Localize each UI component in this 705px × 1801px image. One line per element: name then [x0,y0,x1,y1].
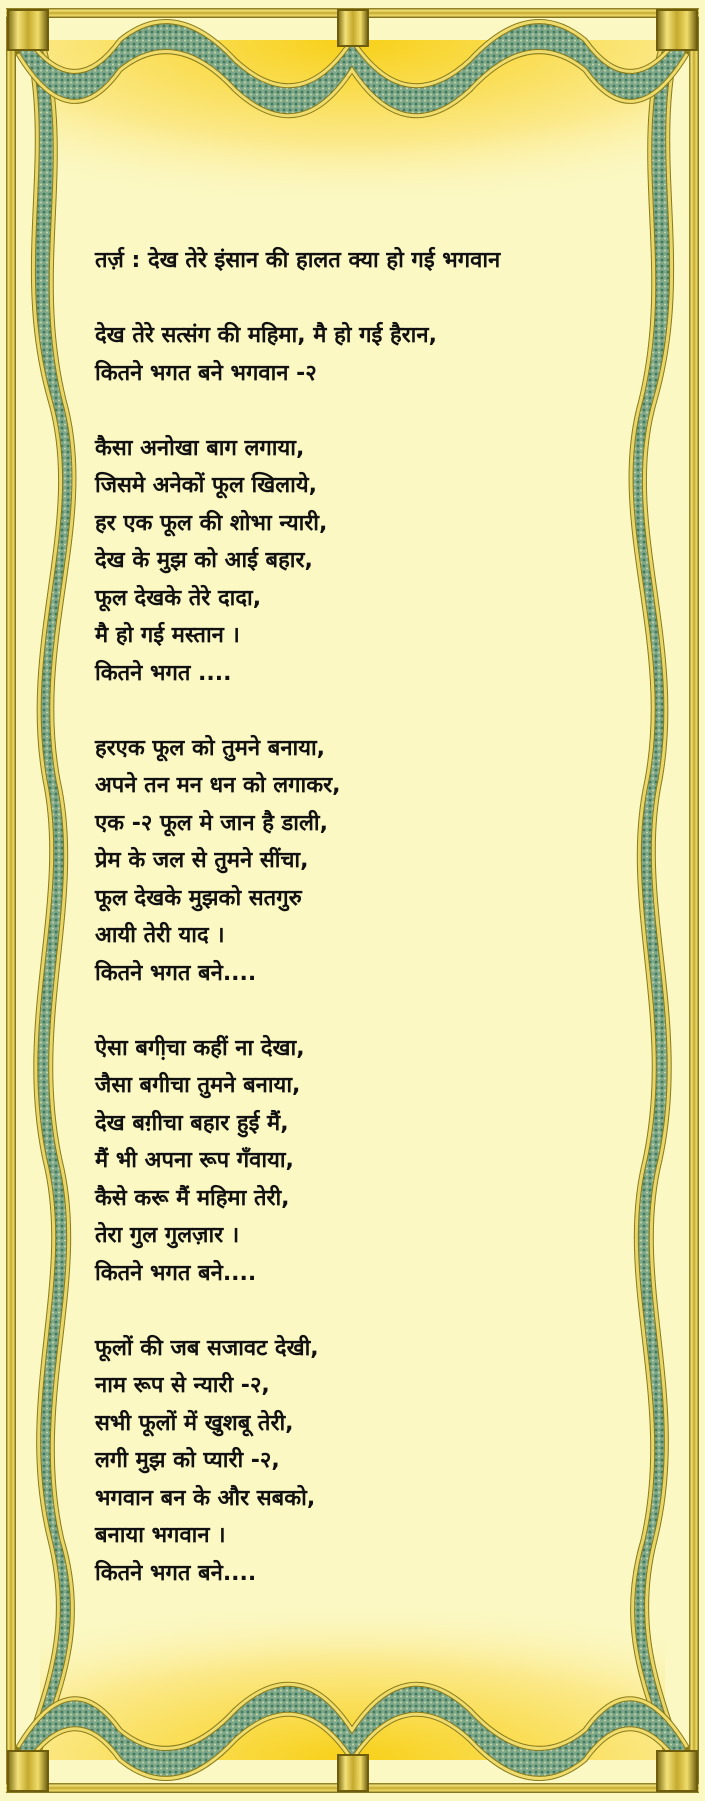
stanza-gap [95,280,655,318]
verse-line: एक -२ फूल मे जान है डाली, [95,810,328,836]
stanza-1 [95,317,655,392]
stanza-gap [95,692,655,730]
stanza-3 [95,730,655,993]
verse-line: नाम रूप से न्यारी -२, [95,1373,270,1398]
verse-line: कितने भगत बने.... [95,1260,257,1286]
verse-line: सभी फूलों में खुशबू तेरी, [95,1410,294,1436]
verse-line: कितने भगत बने.... [95,960,257,986]
verse-line: कितने भगत .... [95,660,232,686]
bhajan-text [95,242,655,1592]
tarz-line: तर्ज़ : देख तेरे इंसान की हालत क्या हो गई भगवान [95,248,501,273]
verse-line: ऐसा बगी़चा कहीं ना देखा, [95,1035,305,1061]
verse-line: हर एक फूल की शोभा न्यारी, [95,510,328,536]
verse-line: फूल देखके मुझको सतगुरु [95,885,302,911]
verse-line: जैसा बगीचा तुमने बनाया, [95,1073,301,1098]
verse-line: देख के मुझ को आई बहार, [95,548,313,573]
verse-line: आयी तेरी याद । [95,923,225,948]
verse-line: हरएक फूल को तुमने बनाया, [95,735,326,761]
outer-right-bar [689,8,699,1793]
verse-line: प्रेम के जल से तुमने सींचा, [95,848,309,873]
verse-line: अपने तन मन धन को लगाकर, [95,773,341,798]
verse-line: कितने भगत बने.... [95,1560,257,1586]
verse-line: जिसमे अनेकों फूल खिलाये, [95,473,317,498]
outer-left-bar [6,8,16,1793]
stanza-gap [95,392,655,430]
verse-line: फूलों की जब सजावट देखी, [95,1335,319,1361]
verse-line: कितने भगत बने भगवान -२ [95,360,317,386]
stanza-gap [95,1292,655,1330]
verse-line: मै हो गई मस्तान । [95,623,240,648]
verse-line: कैसा अनोखा बाग लगाया, [95,435,305,461]
verse-line: कैसे करू मैं महिमा तेरी, [95,1185,290,1211]
left-wavy-border [22,20,74,1785]
verse-line: मैं भी अपना रूप गँवाया, [95,1148,294,1173]
verse-line: देख बग़ीचा बहार हुई मैं, [95,1110,289,1136]
stanza-gap [95,992,655,1030]
verse-line: देख तेरे सत्संग की महिमा, मै हो गई हैरान, [95,323,437,348]
stanza-2 [95,430,655,693]
verse-line: फूल देखके तेरे दादा, [95,585,262,611]
verse-line: बनाया भगवान । [95,1523,226,1548]
verse-line: भगवान बन के और सबको, [95,1485,316,1511]
stanza-5 [95,1330,655,1593]
verse-line: तेरा गुल गुलज़ार । [95,1223,240,1248]
stanza-4 [95,1030,655,1293]
verse-line: लगी मुझ को प्यारी -२, [95,1448,280,1473]
